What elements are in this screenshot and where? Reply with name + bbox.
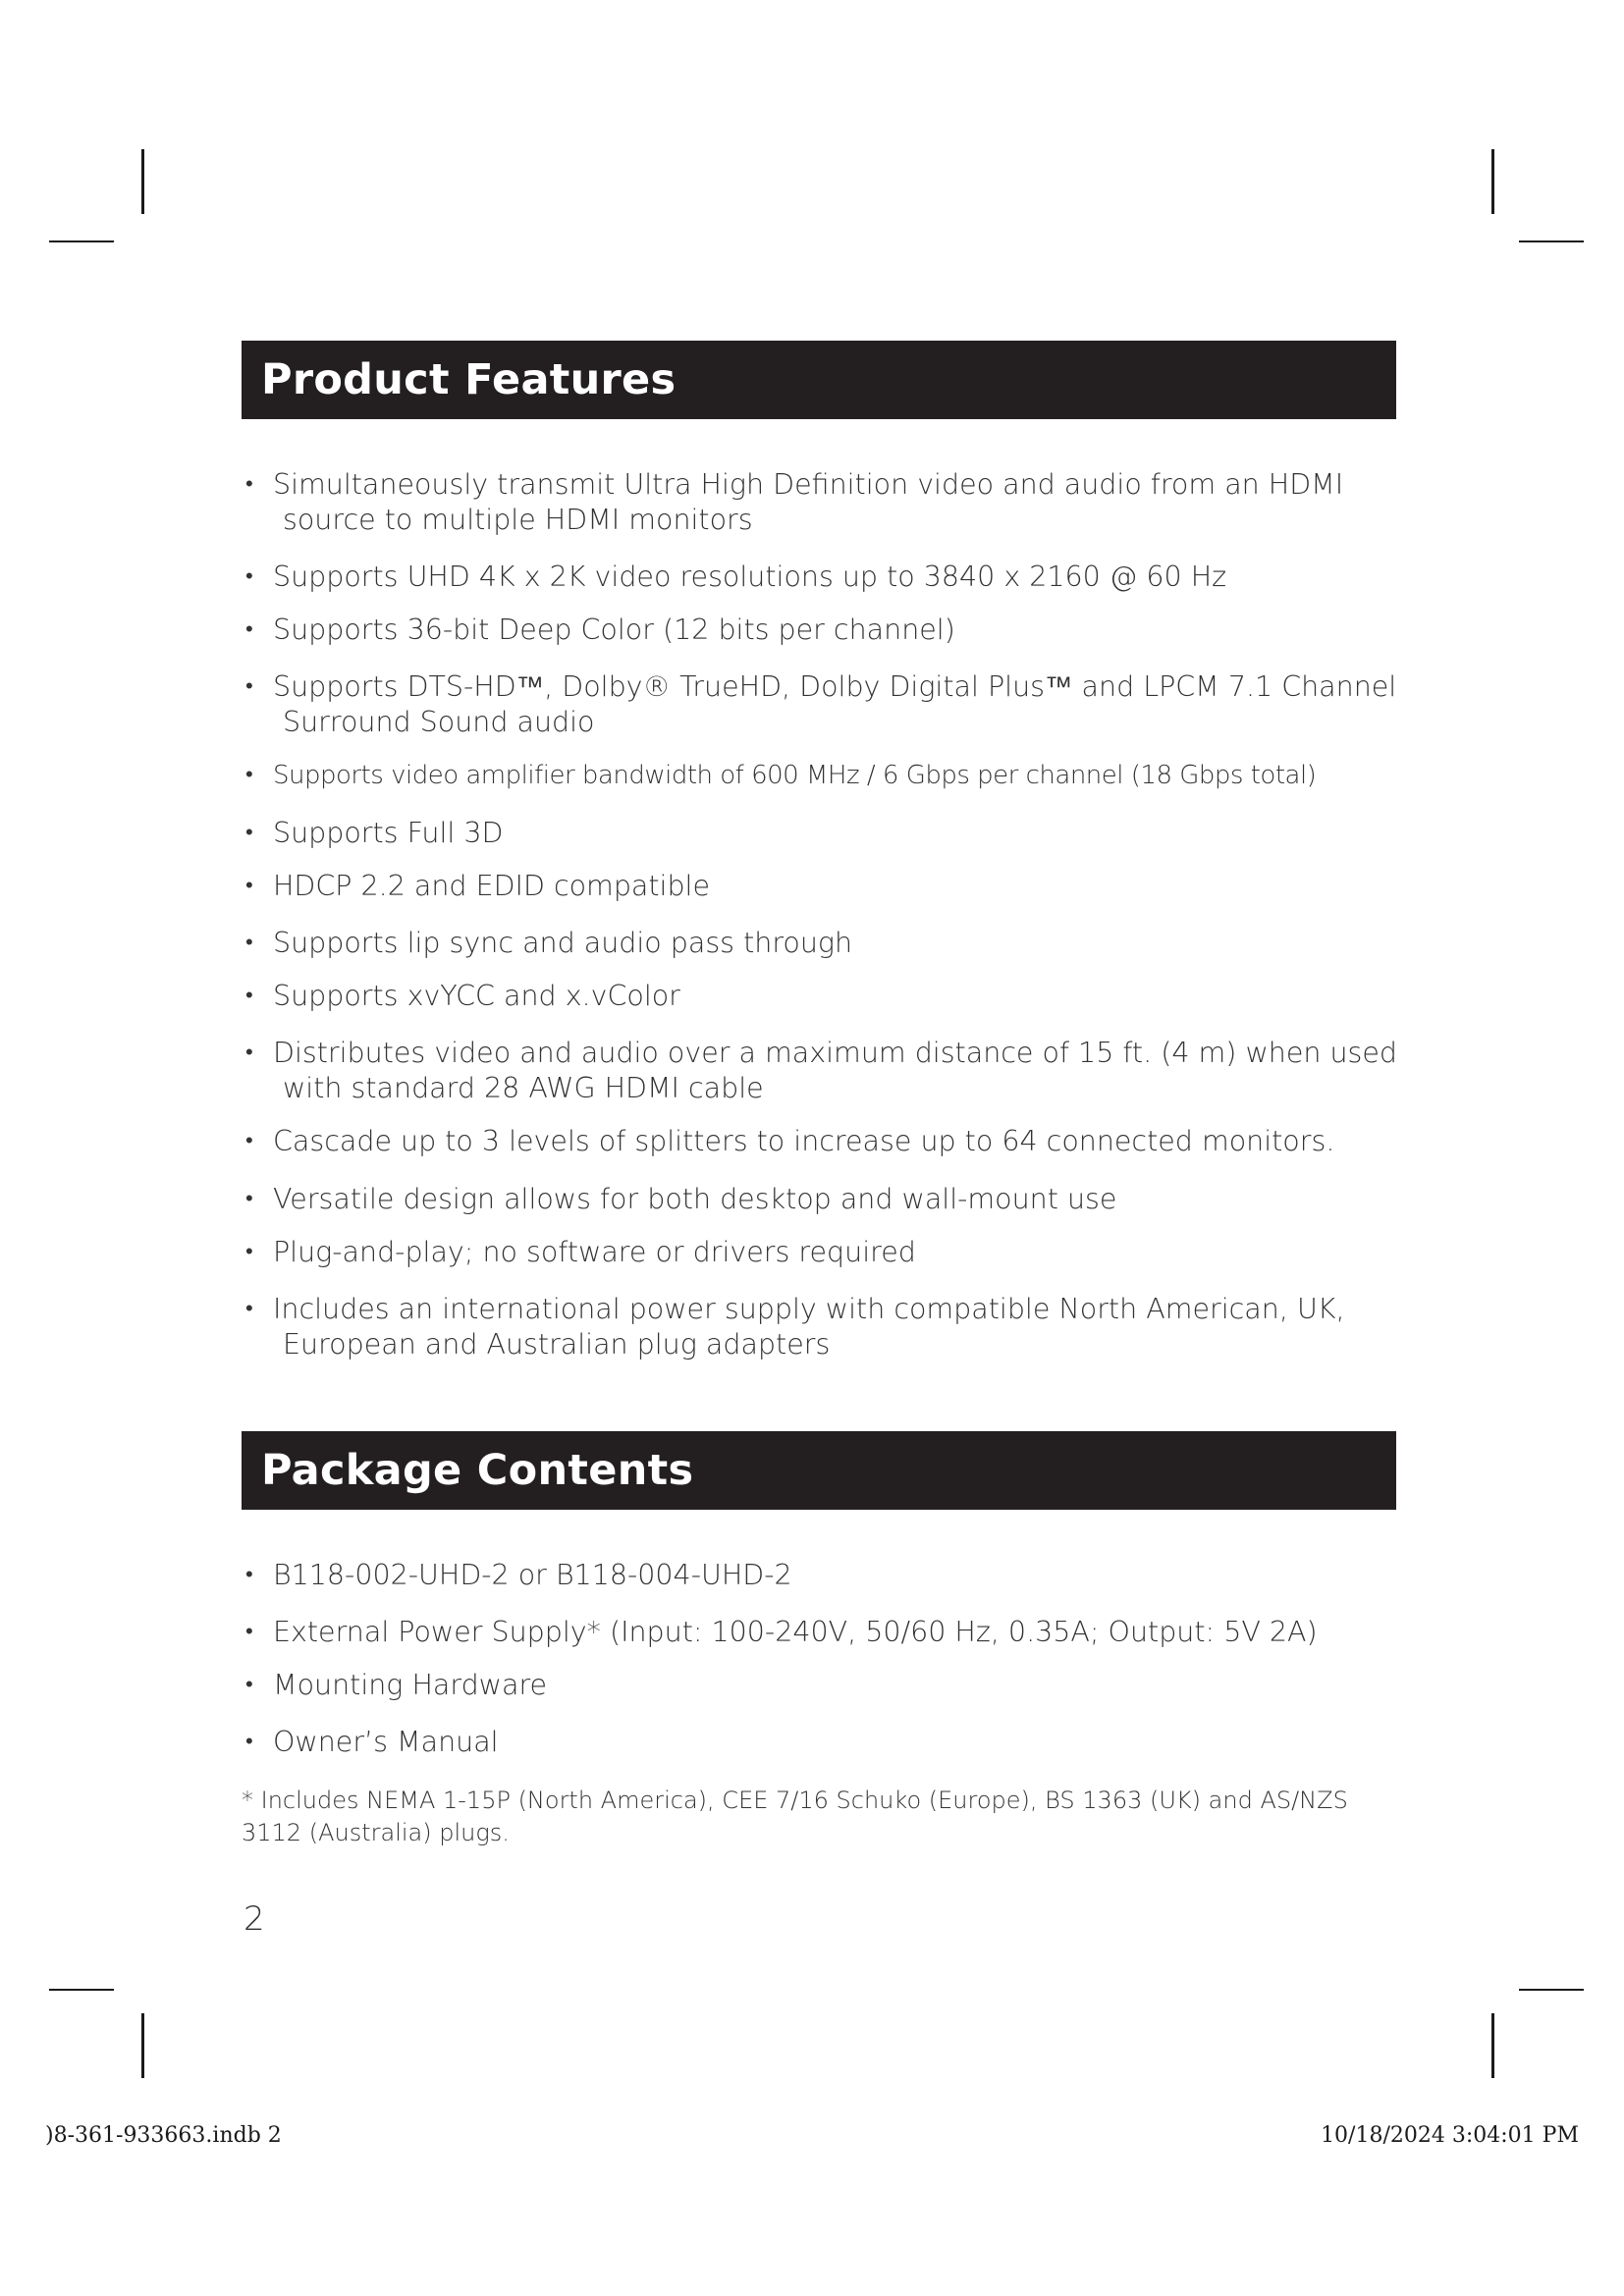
bullet-icon: •	[245, 1240, 253, 1264]
bullet-icon: •	[245, 821, 253, 845]
crop-mark-top-right-vertical	[1491, 149, 1494, 214]
footnote-line-1: * Includes NEMA 1-15P (North America), CEE 7/16 Schuko (Europe), BS 1363 (UK) and AS/NZS	[242, 1787, 1348, 1814]
crop-mark-bottom-right-horizontal	[1519, 1989, 1584, 1991]
crop-mark-bottom-left-horizontal	[49, 1989, 114, 1991]
product-features-title: Product Features	[261, 355, 677, 404]
bullet-icon: •	[245, 874, 253, 898]
crop-mark-top-left-vertical	[141, 149, 144, 214]
bullet-icon: •	[245, 1041, 253, 1065]
product-features-header	[242, 341, 1396, 419]
bullet-icon: •	[245, 1730, 253, 1754]
crop-mark-bottom-right-vertical	[1491, 2013, 1494, 2078]
crop-mark-top-left-horizontal	[49, 240, 114, 242]
bullet-icon: •	[245, 617, 253, 642]
bullet-icon: •	[245, 674, 253, 699]
slug-filename: )8-361-933663.indb 2	[45, 2123, 282, 2148]
footnote-line-2: 3112 (Australia) plugs.	[242, 1819, 510, 1846]
bullet-icon: •	[245, 763, 253, 787]
document-page: Product Features • Simultaneously transmit Ultra High Definition video and audio from an HDMI source to multiple HDMI monitors • Supports UHD 4K x 2K video resolutions up to 3840 x 2160 @ 60 Hz • Supports 36-bit Deep Color (12 bits per channel) • Supports DTS-HD™, Dolby® TrueHD, Dolby Digital Plus™ and LPCM 7.1 Channel Surround Sound audio • Supports video amplifier bandwidth of 600 MHz / 6 Gbps per channel (18 Gbps total) • Supports Full 3D • HDCP 2.2 and EDID compatible • Supports lip sync and audio pass through • Supports xvYCC and x.vColor • Distributes video and audio over a maximum distance of 15 ft. (4 m) when used with standard 28 AWG HDMI cable • Cascade up to 3 levels of splitters to increase up to 64 connected monitors. • Versatile design allows for both desktop and wall-mount use • Plug-and-play; no software or drivers required • Includes an international power supply with compatible North American, UK, European and Australian plug adapters Package Contents • B118-002-UHD-2 or B118-004-UHD-2 • External Power Supply* (Input: 100-240V, 50/60 Hz, 0.35A; Output: 5V 2A) • Mounting Hardware • Owner’s Manual * Includes NEMA 1-15P (North America), CEE 7/16 Schuko (Europe), BS 1363 (UK) and AS/NZS 3112 (Australia) plugs. 2 )8-361-933663.indb 2 10/18/2024 3:04:01 PM	[0, 0, 1624, 2296]
package-contents-header	[242, 1431, 1396, 1510]
bullet-icon: •	[245, 1620, 253, 1644]
slug-timestamp: 10/18/2024 3:04:01 PM	[1321, 2123, 1579, 2148]
bullet-icon: •	[245, 984, 253, 1008]
footnote	[242, 1785, 1410, 1849]
bullet-icon: •	[245, 564, 253, 589]
bullet-icon: •	[245, 472, 253, 497]
crop-mark-top-right-horizontal	[1519, 240, 1584, 242]
package-contents-title: Package Contents	[261, 1446, 694, 1495]
bullet-icon: •	[245, 1563, 253, 1587]
crop-mark-bottom-left-vertical	[141, 2013, 144, 2078]
bullet-icon: •	[245, 1129, 253, 1153]
bullet-icon: •	[245, 1673, 253, 1697]
bullet-icon: •	[245, 1187, 253, 1211]
bullet-icon: •	[245, 931, 253, 955]
page-number: 2	[244, 1899, 265, 1939]
bullet-icon: •	[245, 1297, 253, 1321]
